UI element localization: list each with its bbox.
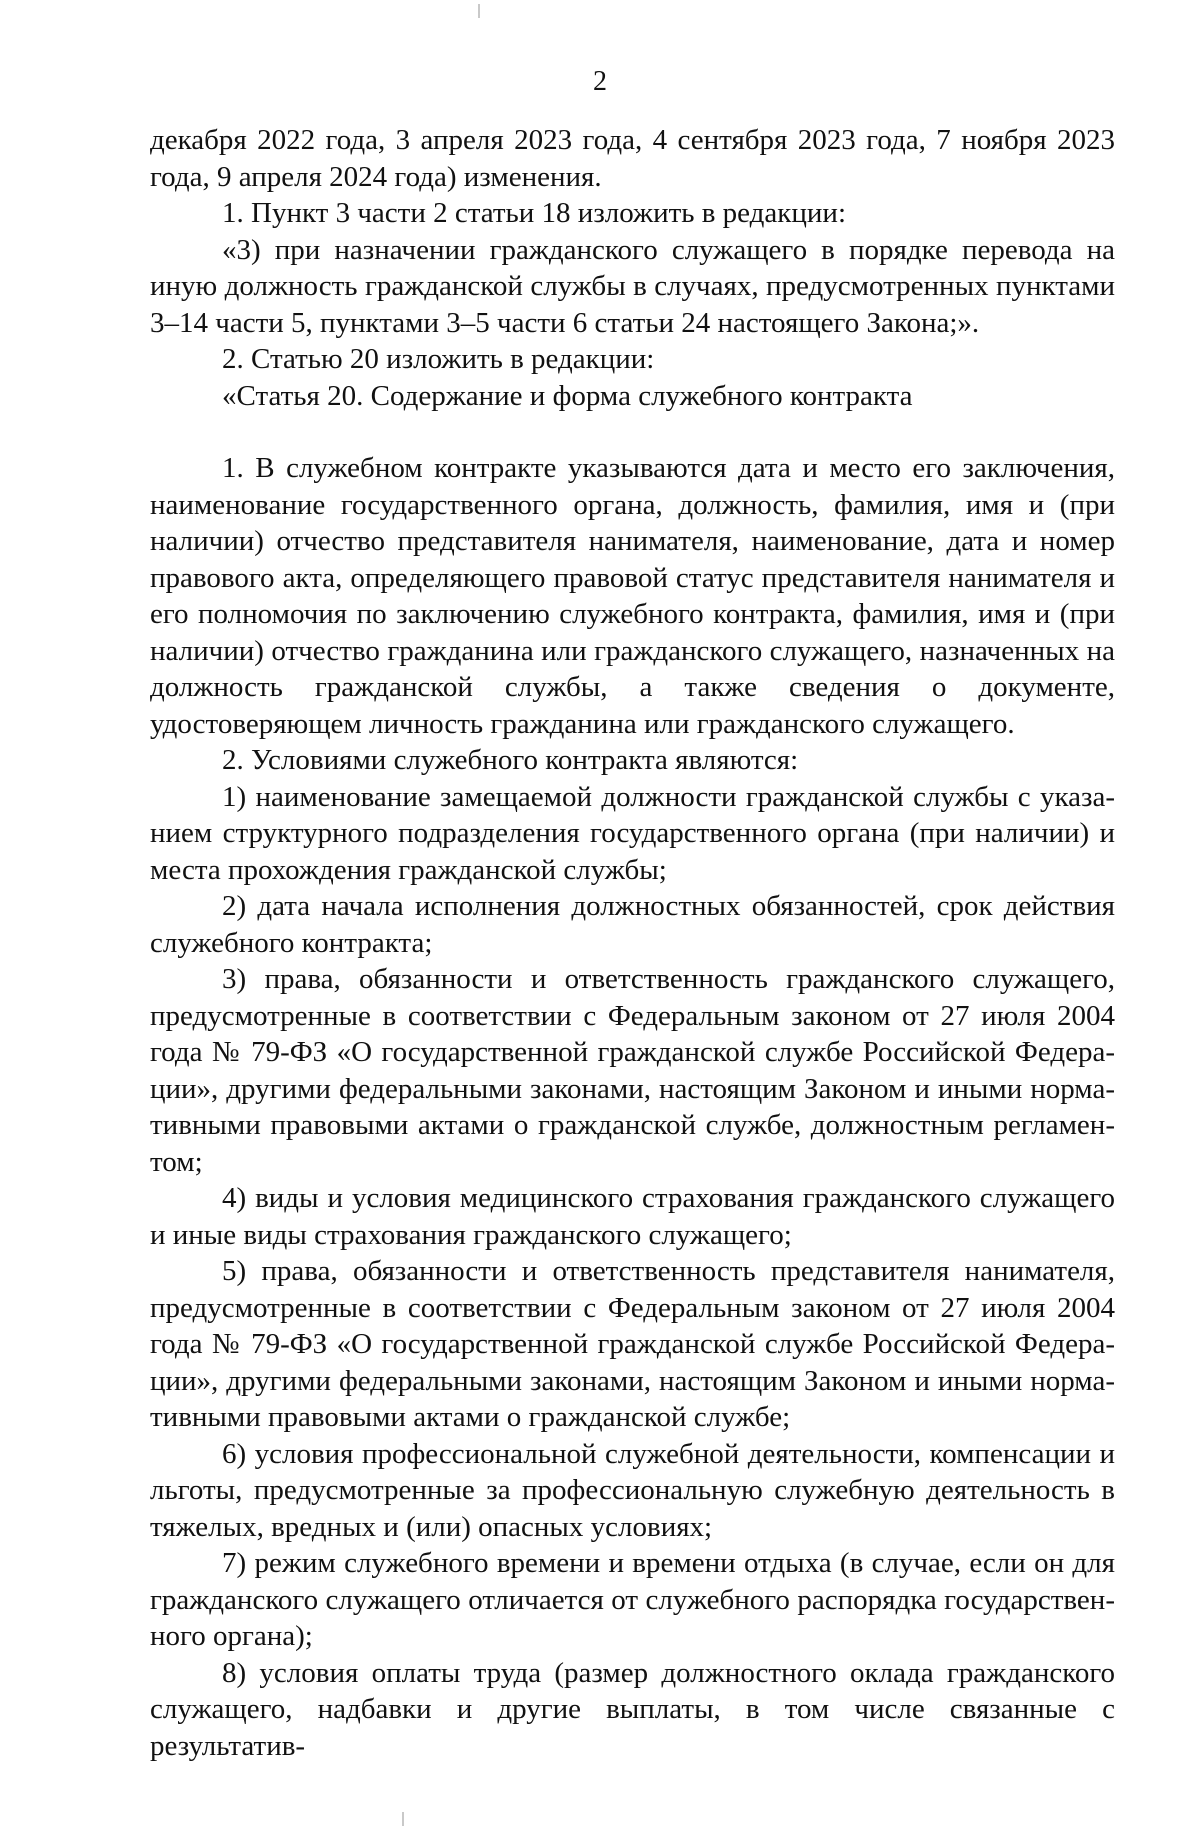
list-item-8: 8) условия оплаты труда (размер должностного оклада гражданского служащего, надбавки и другие выплаты, в том числе связанные с результатив- [150,1656,1115,1762]
paragraph-article-part-2: 2. Условиями служебного контракта являются: [222,744,799,776]
list-item-1: 1) наименование замещаемой должности гражданской службы с указанием структурного подразделения государственного органа (при наличии) и места прохождения гражданской службы; [150,780,1115,886]
paragraph-item-2: 2. Статью 20 изложить в редакции: [222,343,655,375]
paragraph-quote-3: «3) при назначении гражданского служащего в порядке перевода на иную должность гражданской службы в случаях, предусмотренных пунктами 3–14 части 5, пунктами 3–5 части 6 статьи 24 настоящего Закона;». [150,233,1115,339]
paragraph-item-1: 1. Пункт 3 части 2 статьи 18 изложить в редакции: [222,197,846,229]
document-body [150,122,1115,1764]
list-item-3: 3) права, обязанности и ответственность гражданского служащего, предусмотренные в соответствии с Федеральным законом от 27 июля 2004 года № 79-ФЗ «О государственной гражданской службе Российской Федерации», другими федеральными законами, настоящим Законом и иными нормативными правовыми актами о гражданской службе, должностным регламентом; [150,963,1115,1178]
page-number: 2 [593,66,607,97]
list-item-2: 2) дата начала исполнения должностных обязанностей, срок действия служебного контракта; [150,890,1115,959]
scan-speck [402,1812,404,1826]
list-item-4: 4) виды и условия медицинского страхования гражданского служащего и иные виды страхования гражданского служащего; [150,1182,1115,1251]
paragraph-continuation: декабря 2022 года, 3 апреля 2023 года, 4 сентября 2023 года, 7 ноября 2023 года, 9 апреля 2024 года) изменения. [150,124,1115,193]
list-item-7: 7) режим служебного времени и времени отдыха (в случае, если он для гражданского служащего отличается от служебного распорядка государственного органа); [150,1547,1115,1652]
scan-speck [478,4,480,18]
list-item-5: 5) права, обязанности и ответственность представителя нанимателя, предусмотренные в соответствии с Федеральным законом от 27 июля 2004 года № 79-ФЗ «О государственной гражданской службе Российской Федерации», другими федеральными законами, настоящим Законом и иными нормативными правовыми актами о гражданской службе; [150,1255,1115,1433]
paragraph-article-part-1: 1. В служебном контракте указываются дата и место его заключения, наименование государственного органа, должность, фамилия, имя и (при наличии) отчество представителя нанимателя, наименование, дата и номер правового акта, определяющего правовой статус представителя нанимателя и его полномочия по заключению служебного контракта, фамилия, имя и (при наличии) отчество гражданина или гражданского служащего, назначенных на должность гражданской службы, а также сведения о документе, удостоверяющем личность гражданина или гражданского служащего. [150,452,1115,740]
list-item-6: 6) условия профессиональной служебной деятельности, компенсации и льготы, предусмотренные за профессиональную служебную деятельность в тяжелых, вредных и (или) опасных условиях; [150,1437,1115,1543]
article-heading: «Статья 20. Содержание и форма служебного контракта [222,379,913,412]
